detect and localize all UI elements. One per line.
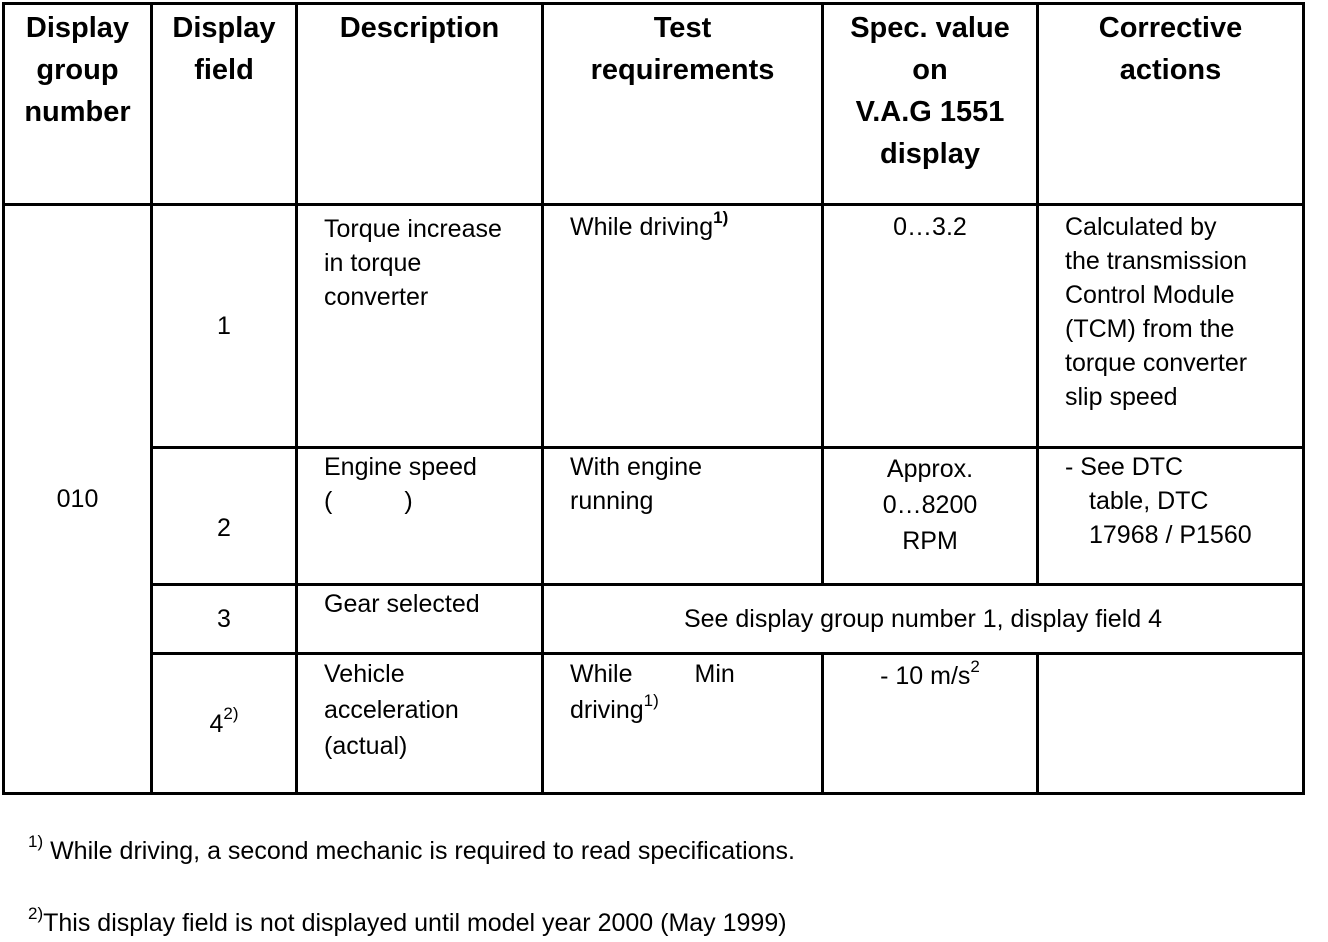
footnote-ref: 1) xyxy=(713,207,729,227)
test-cell: With engine running xyxy=(543,448,823,585)
header-row xyxy=(4,4,1304,205)
header-test-requirements: Test requirements xyxy=(543,4,823,205)
header-description: Description xyxy=(297,4,543,205)
description-cell: Vehicle acceleration (actual) xyxy=(297,654,543,794)
spec-cell: 0…3.2 xyxy=(823,205,1038,448)
description-cell: Gear selected xyxy=(297,585,543,654)
field-cell: 4$^{2)}$ xyxy=(152,654,297,794)
footnote-ref: 1) xyxy=(643,690,659,710)
footnote-1: $^{1)}$ While driving, a second mechanic is required to read specifications. xyxy=(28,831,795,865)
field-cell: 3 xyxy=(152,585,297,654)
footnote-ref: 2) xyxy=(223,704,239,724)
footnote-2: $^{2)}$This display field is not displayed until model year 2000 (May 1999) xyxy=(28,903,787,937)
spec-cell: Approx. 0…8200 RPM xyxy=(823,448,1038,585)
table-row xyxy=(4,205,1304,448)
header-spec-value: Spec. value on V.A.G 1551 display xyxy=(823,4,1038,205)
header-corrective-actions: Corrective actions xyxy=(1038,4,1304,205)
diagnostic-table xyxy=(2,2,1305,795)
test-cell: While driving$^{1)}$ xyxy=(543,205,823,448)
test-cell: While Min driving$^{1)}$ xyxy=(543,654,823,794)
field-cell: 2 xyxy=(152,448,297,585)
table-row xyxy=(4,448,1304,585)
corrective-cell: Calculated by the transmission Control Module (TCM) from the torque converter slip speed xyxy=(1038,205,1304,448)
spec-cell: - 10 $m/s^2$ xyxy=(823,654,1038,794)
description-cell: Torque increase in torque converter xyxy=(297,205,543,448)
table-row xyxy=(4,654,1304,794)
header-display-field: Display field xyxy=(152,4,297,205)
field-cell: 1 xyxy=(152,205,297,448)
table-row xyxy=(4,585,1304,654)
corrective-cell: - See DTC table, DTC 17968 / P1560 xyxy=(1038,448,1304,585)
header-display-group-number: Display group number xyxy=(4,4,152,205)
corrective-cell xyxy=(1038,654,1304,794)
group-number-cell: 010 xyxy=(4,205,152,794)
description-cell: Engine speed ( ) xyxy=(297,448,543,585)
merged-note-cell: See display group number 1, display field 4 xyxy=(543,585,1304,654)
